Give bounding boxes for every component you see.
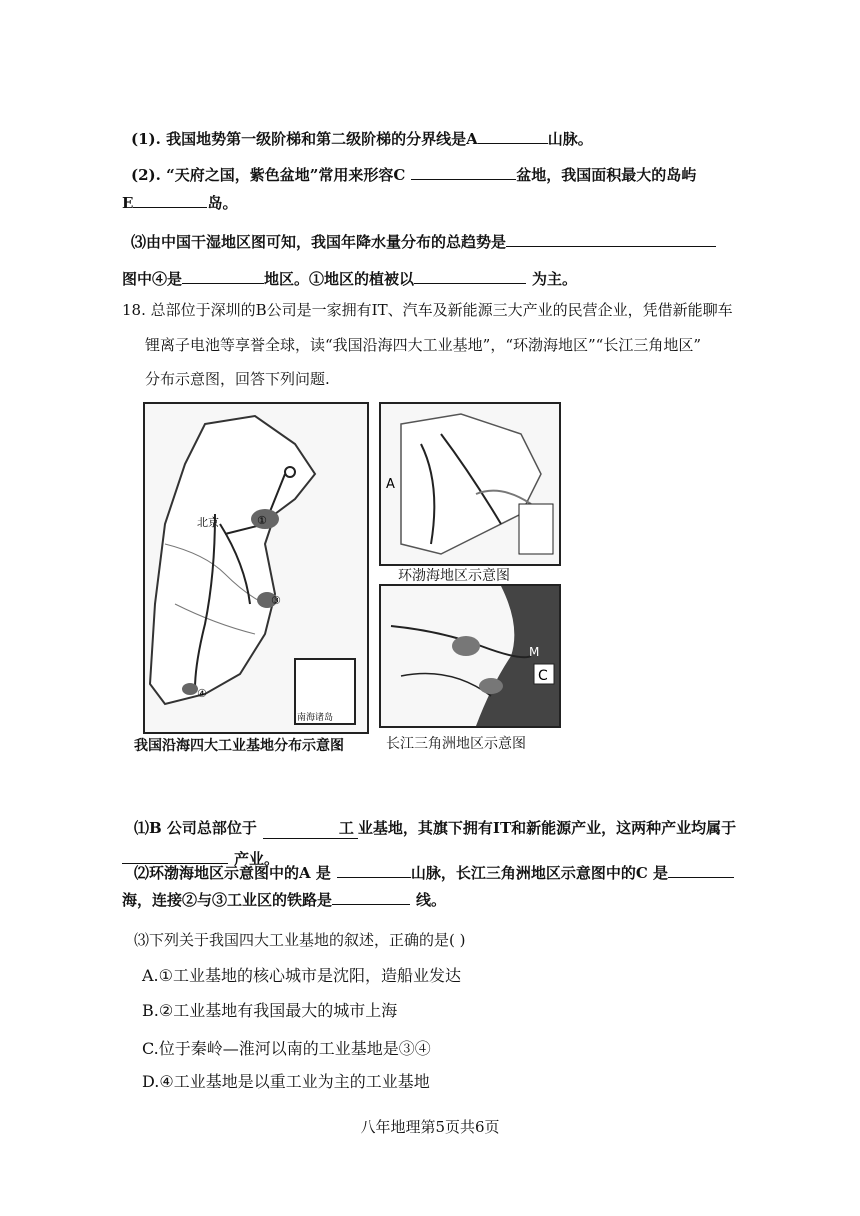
q18-s2-text-c: 海，连接②与③工业区的铁路是	[122, 891, 333, 909]
answer-blank-base[interactable]	[263, 818, 358, 839]
option-d[interactable]: D.④工业基地是以重工业为主的工业基地	[142, 1072, 430, 1091]
answer-blank-a[interactable]	[478, 127, 548, 144]
q17-line-2	[131, 163, 696, 185]
q17-line-5-text-c: 为主。	[532, 270, 578, 288]
q17-line-5-text-a: 图中④是	[122, 270, 183, 288]
q18-s1-mid: 工	[338, 819, 354, 837]
industrial-bases-map-drawing	[145, 404, 367, 732]
map-label-beijing: 北京	[197, 516, 219, 529]
option-a[interactable]: A.①工业基地的核心城市是沈阳，造船业发达	[142, 966, 461, 985]
answer-blank-region4[interactable]	[182, 267, 264, 284]
q18-s2-line-1	[134, 861, 734, 883]
delta-label-c: C	[538, 668, 548, 684]
q18-s2-line-2	[122, 888, 446, 910]
q17-line-4	[131, 230, 716, 252]
answer-blank-railway[interactable]	[332, 888, 410, 905]
option-b[interactable]: B.②工业基地有我国最大的城市上海	[142, 1001, 398, 1020]
q18-intro-2: 锂离子电池等享誉全球，读“我国沿海四大工业基地”，“环渤海地区”“长江三角地区”	[145, 336, 702, 354]
q18-s1-text-a: ⑴B 公司总部位于	[134, 819, 257, 837]
map-label-1: ①	[257, 514, 267, 527]
page-footer: 八年地理第5页共6页	[360, 1118, 500, 1136]
q18-s1-line-1	[134, 818, 736, 839]
q17-line-3-text-a: E	[122, 194, 134, 212]
q18-s3-question: ⑶下列关于我国四大工业基地的叙述，正确的是( )	[134, 931, 466, 949]
map-label-3: ③	[271, 594, 281, 607]
fig-caption-bases: 我国沿海四大工业基地分布示意图	[134, 738, 344, 754]
delta-label-m: M	[529, 645, 540, 659]
map-label-4: ④	[197, 687, 207, 700]
q18-s1-text-b: 业基地，其旗下拥有IT和新能源产业，这两种产业均属于	[357, 819, 737, 837]
answer-blank-e[interactable]	[133, 191, 207, 208]
yangtze-delta-map	[379, 584, 561, 728]
q17-line-1-text-a: (1). 我国地势第一级阶梯和第二级阶梯的分界线是A	[131, 130, 478, 148]
q17-line-2-text-b: 盆地，我国面积最大的岛屿	[516, 166, 697, 184]
answer-blank-sea[interactable]	[668, 861, 734, 878]
q17-line-2-text-a: (2). “天府之国，紫色盆地”常用来形容C	[131, 166, 406, 184]
q18-s2-text-a: ⑵环渤海地区示意图中的A 是	[134, 864, 331, 882]
bohai-region-map-drawing	[381, 404, 559, 564]
q18-s2-text-b: 山脉，长江三角洲地区示意图中的C 是	[410, 864, 669, 882]
fig-caption-bohai: 环渤海地区示意图	[398, 568, 510, 584]
fig-caption-delta: 长江三角洲地区示意图	[386, 736, 526, 752]
q18-s2-text-d: 线。	[416, 891, 447, 909]
q17-line-5-text-b: 地区。①地区的植被以	[264, 270, 415, 288]
answer-blank-c[interactable]	[411, 163, 516, 180]
q18-intro-1: 18. 总部位于深圳的B公司是一家拥有IT、汽车及新能源三大产业的民营企业，凭借新能聊车	[122, 301, 733, 319]
q17-line-1-text-b: 山脉。	[547, 130, 593, 148]
q17-line-3	[122, 191, 237, 213]
answer-blank-trend[interactable]	[506, 230, 716, 247]
q17-line-4-text-a: ⑶由中国干湿地区图可知，我国年降水量分布的总趋势是	[131, 233, 507, 251]
q18-s1-text-c: 产业。	[234, 850, 280, 868]
yangtze-delta-map-drawing	[381, 586, 559, 726]
q17-line-1	[131, 127, 593, 149]
option-c[interactable]: C.位于秦岭—淮河以南的工业基地是③④	[142, 1039, 431, 1058]
q18-intro-3: 分布示意图，回答下列问题.	[145, 370, 330, 388]
map-label-nanhai: 南海诸岛	[297, 713, 334, 723]
answer-blank-mountain[interactable]	[337, 861, 411, 878]
q17-line-5	[122, 267, 577, 289]
q17-line-3-text-b: 岛。	[207, 194, 238, 212]
bohai-label-a: A	[386, 477, 395, 492]
industrial-bases-map	[143, 402, 369, 734]
answer-blank-vegetation[interactable]	[414, 267, 526, 284]
bohai-region-map	[379, 402, 561, 566]
